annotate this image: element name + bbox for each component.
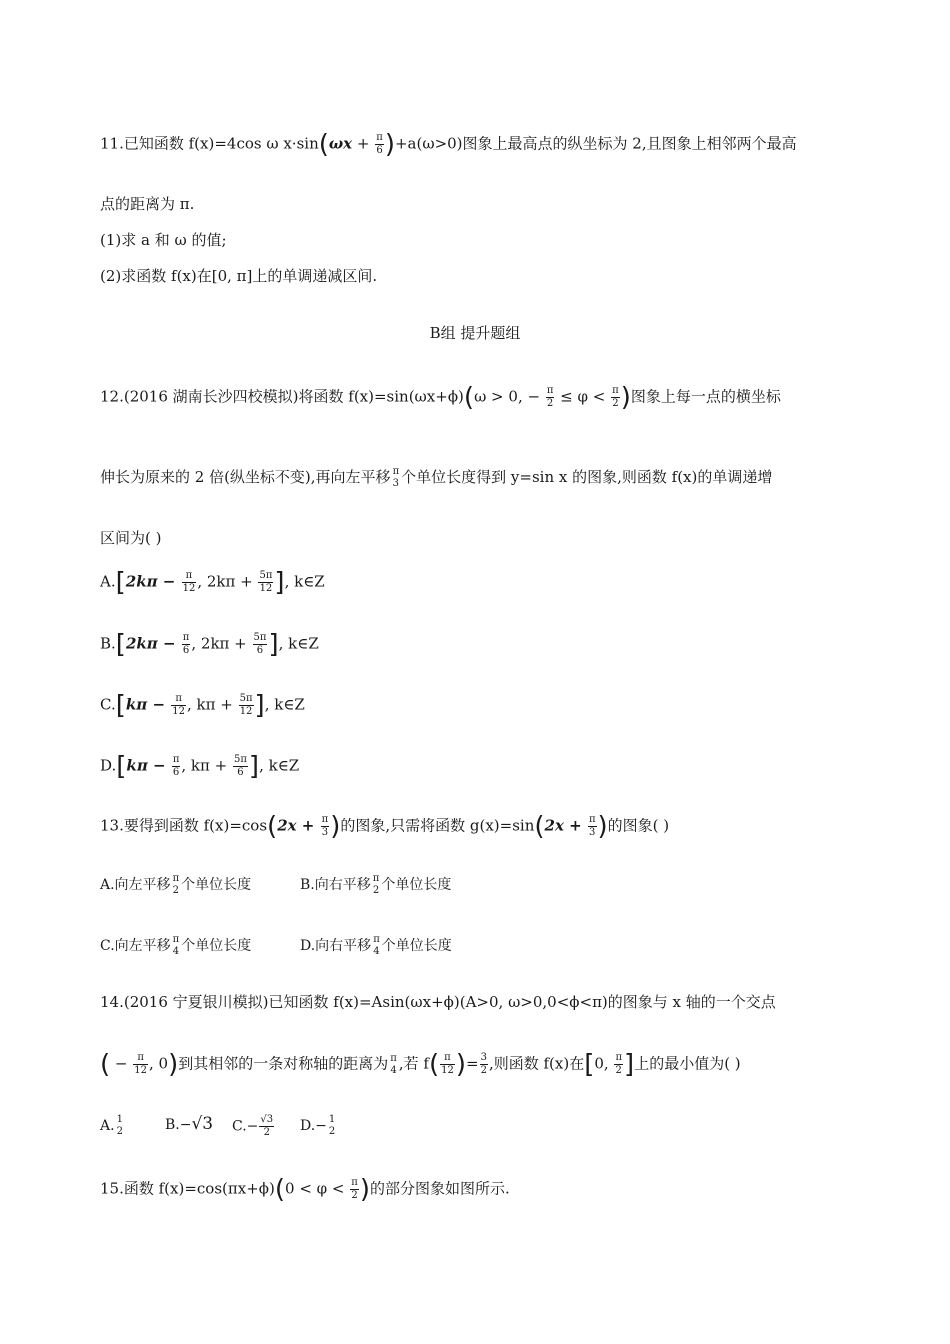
fraction: 1 2 — [116, 1114, 123, 1137]
fraction: $\frac{\pi}{12}$ — [441, 1052, 454, 1076]
option-label: A.向左平移 — [100, 877, 171, 893]
math-text: , kπ + — [181, 756, 232, 775]
math-text: , 2kπ + — [191, 634, 252, 653]
paren-close: ) — [384, 129, 395, 160]
q14-line2 — [100, 1049, 741, 1080]
paren-close: ) — [455, 1049, 466, 1080]
option-label: B. — [100, 634, 116, 653]
math-text: kπ − — [126, 756, 171, 775]
q13-text: 的图象( ) — [607, 816, 670, 835]
fraction: π 4 — [172, 934, 180, 957]
q14-line1: 14.(2016 宁夏银川模拟)已知函数 f(x)=Asin(ωx+ϕ)(A>0, ω>0,0<ϕ<π)的图象与 x 轴的一个交点 — [100, 993, 776, 1011]
math-text: kπ − — [125, 695, 171, 714]
q12-line2 — [100, 466, 772, 490]
fraction: $\frac{\pi}{3}$ — [588, 814, 596, 838]
bracket-close: ] — [248, 751, 260, 782]
fraction: $\frac{5\pi}{12}$ — [259, 570, 273, 594]
q12-option-d — [100, 751, 300, 782]
option-label: A. — [100, 1118, 115, 1134]
fraction: 1 2 — [328, 1114, 336, 1137]
q14-option-a — [100, 1114, 125, 1138]
option-label: C. — [100, 695, 116, 714]
q14-option-d — [300, 1114, 337, 1138]
bracket-open: [ — [115, 629, 126, 660]
math-text: − — [110, 1054, 133, 1073]
math-text: ω > 0, − — [474, 387, 545, 406]
fraction: $\frac{\pi}{6}$ — [376, 132, 383, 156]
paren-close: ) — [359, 1174, 371, 1205]
fraction: $\frac{\pi}{12}$ — [172, 693, 185, 717]
fraction: π 2 — [172, 873, 180, 896]
option-label: D.向右平移 — [300, 938, 372, 954]
q12-line1 — [100, 382, 781, 413]
paren-open: ( — [318, 129, 329, 160]
paren-close: ) — [330, 811, 341, 842]
math-root: √3 — [191, 1114, 214, 1134]
option-label: D.− — [300, 1118, 327, 1134]
math-text: 2x + — [277, 816, 320, 835]
q12-option-a — [100, 567, 325, 598]
paren-open: ( — [274, 1174, 286, 1205]
paren-open: ( — [100, 1049, 111, 1080]
fraction: π 4 — [373, 934, 380, 957]
paren-close: ) — [620, 382, 631, 413]
fraction: $\frac{\pi}{2}$ — [612, 385, 619, 409]
fraction: π 4 — [390, 1052, 397, 1076]
q12-option-c — [100, 690, 305, 721]
q14-text: 上的最小值为( ) — [634, 1054, 741, 1073]
q11-line2: 点的距离为 π. — [100, 195, 195, 213]
q13-option-b — [300, 873, 451, 897]
math-text: , k∈Z — [284, 572, 325, 591]
q11-text: 11.已知函数 f(x)=4cos ω x·sin — [100, 134, 319, 153]
option-text: 个单位长度 — [181, 877, 252, 893]
math-text: ωx — [328, 134, 353, 153]
q11-sub2: (2)求函数 f(x)在[0, π]上的单调递减区间. — [100, 267, 378, 285]
fraction: $\frac{\pi}{6}$ — [182, 632, 190, 656]
math-text: 2kπ − — [125, 572, 181, 591]
math-text: , k∈Z — [278, 634, 319, 653]
fraction: π 3 — [392, 466, 400, 489]
option-label: D. — [100, 756, 117, 775]
fraction: $\frac{\pi}{12}$ — [134, 1052, 147, 1076]
bracket-close: ] — [624, 1049, 635, 1080]
q13-option-c — [100, 934, 251, 958]
q12-text: 个单位长度得到 y=sin x 的图象,则函数 f(x)的单调递增 — [401, 468, 773, 486]
q14-text: ,若 f — [398, 1054, 429, 1073]
q15-text: 15.函数 f(x)=cos(πx+ϕ) — [100, 1179, 275, 1198]
bracket-close: ] — [268, 629, 279, 660]
math-text: , k∈Z — [264, 695, 305, 714]
math-text: + — [352, 134, 375, 153]
q15-line1 — [100, 1174, 510, 1205]
math-text: , 2kπ + — [197, 572, 258, 591]
option-text: 个单位长度 — [381, 877, 452, 893]
math-text: , kπ + — [187, 695, 238, 714]
q11-text: +a(ω>0)图象上最高点的纵坐标为 2,且图象上相邻两个最高 — [394, 134, 797, 153]
math-text: 2x + — [544, 816, 587, 835]
paren-open: ( — [267, 811, 278, 842]
option-label: B.− — [165, 1117, 192, 1133]
math-text: 0, — [594, 1054, 614, 1073]
fraction: $\frac{\pi}{12}$ — [182, 570, 196, 594]
paren-open: ( — [534, 811, 545, 842]
q14-option-b — [165, 1114, 213, 1134]
q12-option-b — [100, 629, 319, 660]
fraction: $\frac{\pi}{2}$ — [615, 1052, 623, 1076]
q12-line3: 区间为( ) — [100, 529, 162, 547]
q14-option-c — [232, 1114, 275, 1139]
bracket-close: ] — [274, 567, 285, 598]
bracket-open: [ — [115, 690, 126, 721]
q12-text: 图象上每一点的横坐标 — [630, 387, 781, 406]
option-text: 个单位长度 — [181, 938, 252, 954]
fraction: $\frac{5\pi}{6}$ — [233, 754, 247, 778]
section-title: B组 提升题组 — [429, 324, 521, 342]
math-text: = — [465, 1054, 479, 1073]
fraction: $\frac{5\pi}{6}$ — [253, 632, 267, 656]
q11-line1 — [100, 129, 797, 160]
fraction: $\frac{\pi}{6}$ — [172, 754, 180, 778]
q12-text: 12.(2016 湖南长沙四校模拟)将函数 f(x)=sin(ωx+ϕ) — [100, 387, 464, 406]
math-text: 0 < φ < — [285, 1179, 350, 1198]
fraction: $\frac{√3}{2}$ — [260, 1114, 274, 1138]
bracket-open: [ — [116, 751, 127, 782]
fraction: $\frac{\pi}{2}$ — [351, 1177, 358, 1201]
option-text: 个单位长度 — [381, 938, 452, 954]
option-label: B.向右平移 — [300, 877, 371, 893]
q14-text: 到其相邻的一条对称轴的距离为 — [178, 1054, 389, 1073]
paren-close: ) — [597, 811, 608, 842]
q12-text: 伸长为原来的 2 倍(纵坐标不变),再向左平移 — [100, 468, 391, 486]
bracket-close: ] — [254, 690, 265, 721]
option-label: C.− — [232, 1118, 259, 1135]
q13-option-a — [100, 873, 251, 897]
fraction: $\frac{\pi}{3}$ — [321, 814, 329, 838]
math-text: , 0 — [149, 1054, 169, 1073]
bracket-open: [ — [584, 1049, 595, 1080]
q13-text: 的图象,只需将函数 g(x)=sin — [340, 816, 535, 835]
option-label: A. — [100, 572, 116, 591]
math-text: 2kπ − — [125, 634, 181, 653]
fraction: $\frac{\pi}{2}$ — [546, 385, 554, 409]
q13-text: 13.要得到函数 f(x)=cos — [100, 816, 268, 835]
math-text: , k∈Z — [259, 756, 300, 775]
fraction: π 2 — [372, 873, 380, 896]
math-text: ≤ φ < — [555, 387, 611, 406]
q13-line1 — [100, 811, 670, 842]
q15-text: 的部分图象如图所示. — [370, 1179, 510, 1198]
q14-text: ,则函数 f(x)在 — [488, 1054, 585, 1073]
paren-open: ( — [428, 1049, 440, 1080]
paren-open: ( — [463, 382, 475, 413]
q13-option-d — [300, 934, 452, 958]
paren-close: ) — [168, 1049, 179, 1080]
q11-sub1: (1)求 a 和 ω 的值; — [100, 231, 227, 249]
fraction: $\frac{3}{2}$ — [480, 1052, 487, 1076]
fraction: $\frac{5\pi}{12}$ — [239, 693, 253, 717]
option-label: C.向左平移 — [100, 938, 171, 954]
bracket-open: [ — [115, 567, 126, 598]
